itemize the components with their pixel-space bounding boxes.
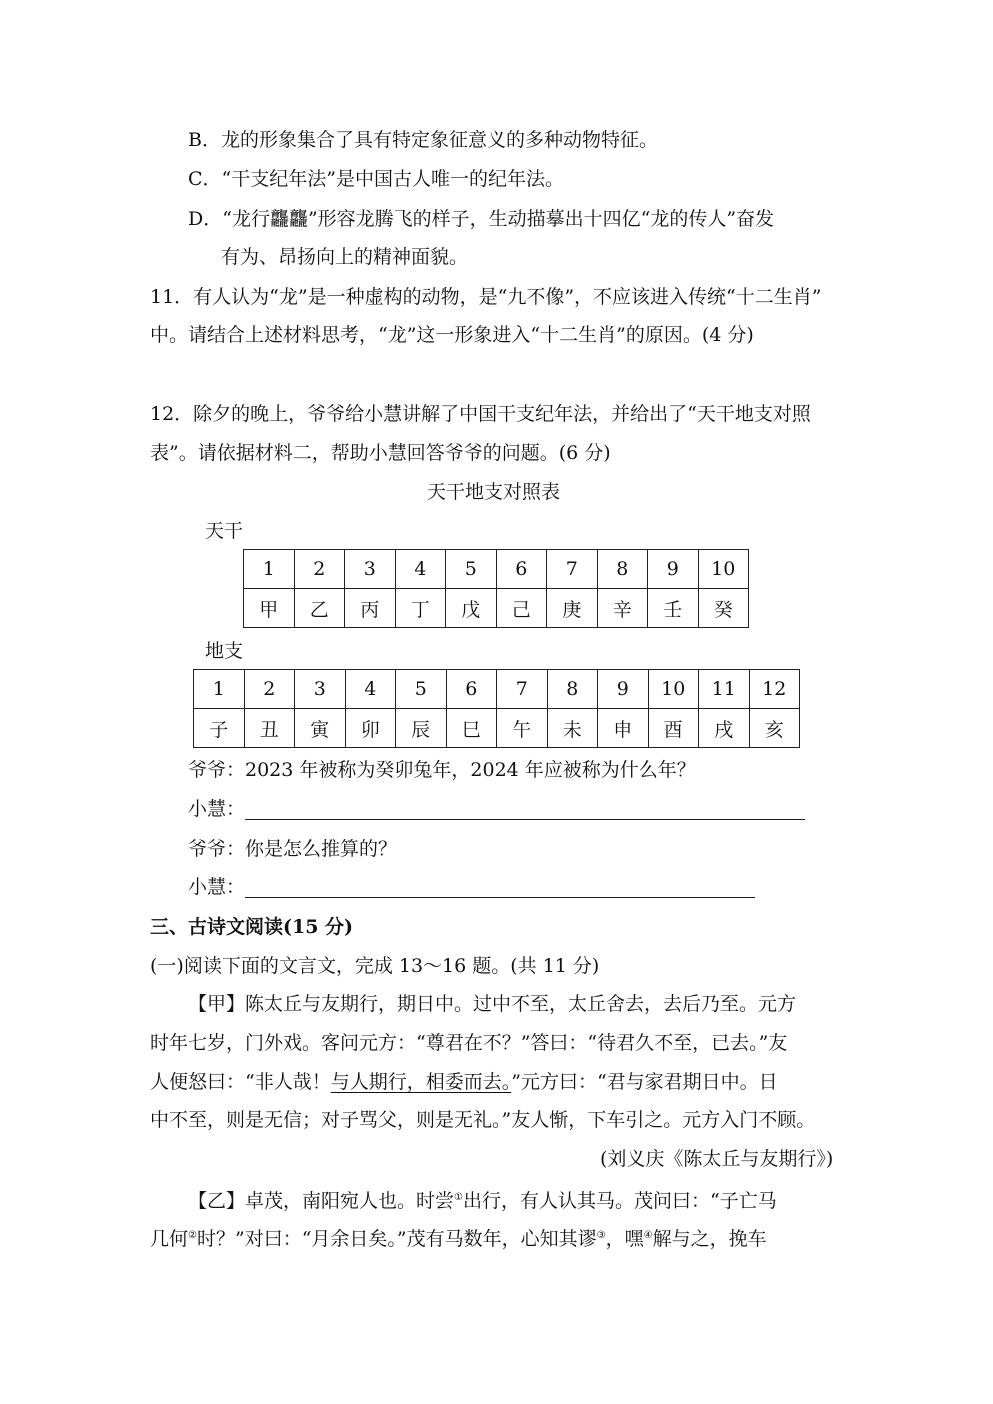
tiangan-char-cell: 癸 — [698, 589, 749, 628]
tiangan-number-cell: 1 — [244, 550, 295, 589]
dizhi-number-cell: 1 — [194, 670, 245, 709]
yi-line1 — [188, 1185, 777, 1214]
option-d-line2: 有为、昂扬向上的精神面貌。 — [221, 246, 469, 268]
tiangan-number-cell: 4 — [395, 550, 446, 589]
tiangan-char-row — [244, 589, 749, 628]
answer-label-1: 小慧： — [188, 798, 246, 820]
answer-label-2: 小慧： — [188, 876, 246, 898]
dizhi-char-cell: 酉 — [648, 709, 699, 748]
tiangan-char-cell: 戊 — [446, 589, 497, 628]
section3-subheading: (一)阅读下面的文言文，完成 13～16 题。(共 11 分) — [150, 955, 600, 977]
yi-line2-b: 时？”对曰：“月余日矣。”茂有马数年，心知其谬 — [196, 1228, 597, 1250]
note-marker-3: ③ — [596, 1230, 606, 1241]
dizhi-char-cell: 巳 — [446, 709, 497, 748]
yi-line1-b: 出行，有人认其马。茂问曰：“子亡马 — [462, 1190, 777, 1212]
tiangan-char-cell: 乙 — [294, 589, 345, 628]
tiangan-number-cell: 9 — [648, 550, 699, 589]
tiangan-table — [243, 549, 749, 628]
yi-line2-a: 几何 — [150, 1228, 189, 1250]
dizhi-char-cell: 辰 — [396, 709, 447, 748]
table-title: 天干地支对照表 — [427, 481, 561, 503]
jia-line3-b: ”元方曰：“君与家君期日中。日 — [511, 1071, 778, 1093]
dizhi-number-cell: 7 — [497, 670, 548, 709]
dizhi-char-cell: 申 — [598, 709, 649, 748]
option-c: C．“干支纪年法”是中国古人唯一的纪年法。 — [188, 168, 564, 190]
dizhi-char-cell: 卯 — [345, 709, 396, 748]
dizhi-number-cell: 4 — [345, 670, 396, 709]
tiangan-char-cell: 己 — [496, 589, 547, 628]
dizhi-char-cell: 戌 — [699, 709, 750, 748]
dizhi-number-cell: 8 — [547, 670, 598, 709]
q12-line1: 12．除夕的晚上，爷爷给小慧讲解了中国干支纪年法，并给出了“天干地支对照 — [150, 403, 811, 425]
dizhi-number-cell: 12 — [749, 670, 800, 709]
dizhi-number-cell: 6 — [446, 670, 497, 709]
tiangan-number-cell: 3 — [345, 550, 396, 589]
tiangan-char-cell: 丙 — [345, 589, 396, 628]
tiangan-number-cell: 8 — [597, 550, 648, 589]
option-b: B．龙的形象集合了具有特定象征意义的多种动物特征。 — [188, 129, 658, 151]
note-marker-4: ④ — [643, 1230, 653, 1241]
dizhi-char-cell: 丑 — [244, 709, 295, 748]
dizhi-char-cell: 午 — [497, 709, 548, 748]
dizhi-number-cell: 9 — [598, 670, 649, 709]
yi-line2 — [150, 1223, 767, 1252]
tiangan-number-cell: 2 — [294, 550, 345, 589]
q11-line1: 11．有人认为“龙”是一种虚构的动物，是“九不像”，不应该进入传统“十二生肖” — [150, 286, 822, 308]
dizhi-char-cell: 寅 — [295, 709, 346, 748]
note-marker-1: ① — [454, 1192, 463, 1203]
dialog-grandpa-2: 爷爷：你是怎么推算的？ — [188, 838, 398, 860]
dizhi-number-cell: 2 — [244, 670, 295, 709]
dizhi-number-cell: 5 — [396, 670, 447, 709]
yi-line2-c: ，嘿 — [605, 1228, 644, 1250]
q12-line2: 表”。请依据材料二，帮助小慧回答爷爷的问题。(6 分) — [150, 442, 611, 464]
answer-blank-2[interactable] — [245, 897, 755, 898]
tiangan-char-cell: 壬 — [648, 589, 699, 628]
dizhi-char-cell: 子 — [194, 709, 245, 748]
tiangan-number-cell: 10 — [698, 550, 749, 589]
dizhi-table — [193, 669, 800, 748]
tiangan-char-cell: 甲 — [244, 589, 295, 628]
jia-source: (刘义庆《陈太丘与友期行》) — [600, 1148, 834, 1170]
option-d-line1: D．“龙行龘龘”形容龙腾飞的样子，生动描摹出十四亿“龙的传人”奋发 — [188, 208, 775, 230]
jia-line1: 【甲】陈太丘与友期行，期日中。过中不至，太丘舍去，去后乃至。元方 — [188, 993, 797, 1015]
tiangan-number-cell: 5 — [446, 550, 497, 589]
tiangan-number-cell: 7 — [547, 550, 598, 589]
dialog-grandpa-1: 爷爷：2023 年被称为癸卯兔年，2024 年应被称为什么年？ — [188, 759, 696, 781]
yi-line2-d: 解与之，挽车 — [652, 1228, 767, 1250]
tiangan-char-cell: 丁 — [395, 589, 446, 628]
dizhi-label: 地支 — [205, 640, 244, 662]
dizhi-number-cell: 10 — [648, 670, 699, 709]
tiangan-char-cell: 辛 — [597, 589, 648, 628]
jia-line4: 中不至，则是无信；对子骂父，则是无礼。”友人惭，下车引之。元方入门不顾。 — [150, 1109, 816, 1131]
yi-line1-a: 【乙】卓茂，南阳宛人也。时尝 — [188, 1190, 455, 1212]
answer-blank-1[interactable] — [245, 819, 805, 820]
dizhi-char-row — [194, 709, 800, 748]
section3-heading: 三、古诗文阅读(15 分) — [150, 916, 354, 938]
q11-line2: 中。请结合上述材料思考，“龙”这一形象进入“十二生肖”的原因。(4 分) — [150, 324, 754, 346]
jia-line2: 时年七岁，门外戏。客问元方：“尊君在不？”答曰：“待君久不至，已去。”友 — [150, 1032, 788, 1054]
dizhi-number-cell: 3 — [295, 670, 346, 709]
jia-underlined-sentence: 与人期行，相委而去。 — [330, 1071, 512, 1093]
tiangan-label: 天干 — [205, 520, 244, 542]
jia-line3 — [150, 1069, 778, 1095]
dizhi-number-row — [194, 670, 800, 709]
dizhi-number-cell: 11 — [699, 670, 750, 709]
dizhi-char-cell: 亥 — [749, 709, 800, 748]
tiangan-number-cell: 6 — [496, 550, 547, 589]
dizhi-char-cell: 未 — [547, 709, 598, 748]
tiangan-char-cell: 庚 — [547, 589, 598, 628]
note-marker-2: ② — [188, 1230, 197, 1241]
jia-line3-a: 人便怒曰：“非人哉！ — [150, 1071, 331, 1093]
tiangan-number-row — [244, 550, 749, 589]
